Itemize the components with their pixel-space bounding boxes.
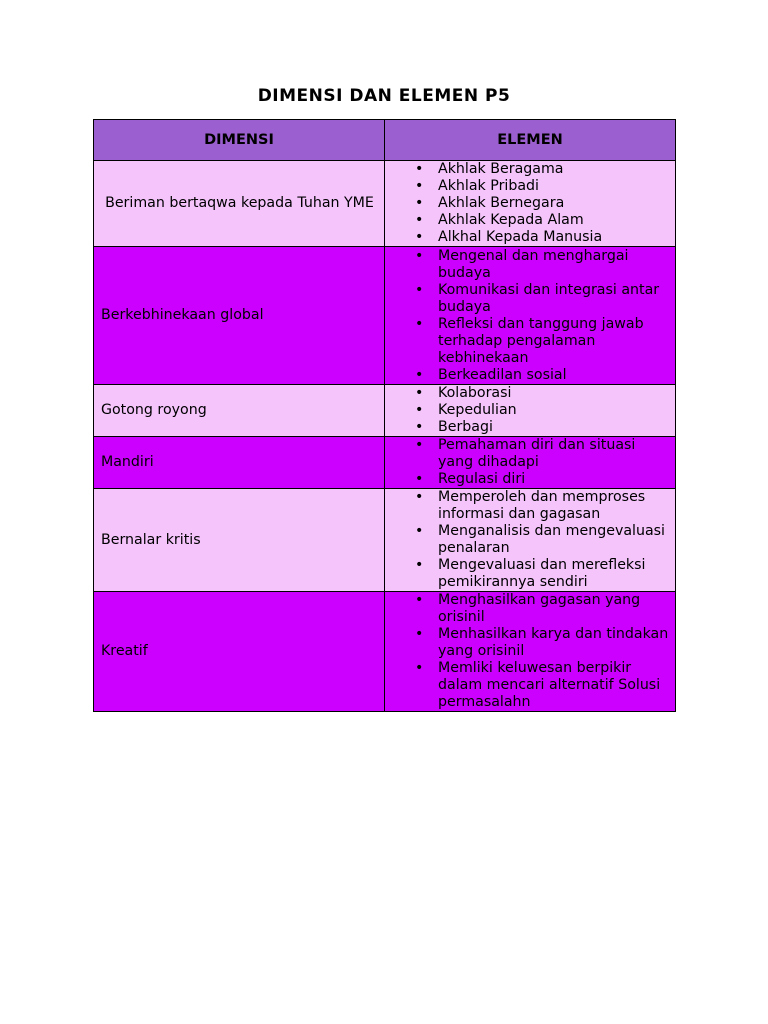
list-item: • Berbagi [385,419,675,436]
table-row [94,437,676,489]
list-item: • Pemahaman diri dan situasi yang dihadapi [385,437,675,471]
table-row [94,592,676,712]
dimensi-cell [94,437,385,489]
list-item: • Mengenal dan menghargai budaya [385,248,675,282]
elemen-list [385,489,675,591]
dimensi-cell [94,489,385,592]
list-item: • Berkeadilan sosial [385,367,675,384]
list-item: • Kolaborasi [385,385,675,402]
list-item: • Menhasilkan karya dan tindakan yang orisinil [385,626,675,660]
list-item: • Komunikasi dan integrasi antar budaya [385,282,675,316]
list-item: • Memperoleh dan memproses informasi dan gagasan [385,489,675,523]
dimensi-label: Kreatif [101,643,148,659]
elemen-list [385,437,675,488]
list-item: • Memliki keluwesan berpikir dalam mencari alternatif Solusi permasalahn [385,660,675,711]
elemen-list [385,592,675,711]
list-item: • Menghasilkan gagasan yang orisinil [385,592,675,626]
list-item: • Menganalisis dan mengevaluasi penalaran [385,523,675,557]
dimensi-label: Gotong royong [101,402,207,418]
header-dimensi: DIMENSI [94,120,385,161]
list-item: • Akhlak Kepada Alam [385,212,675,229]
header-elemen: ELEMEN [385,120,676,161]
elemen-list [385,161,675,246]
table-header-row [94,120,676,161]
list-item: • Akhlak Pribadi [385,178,675,195]
list-item: • Refleksi dan tanggung jawab terhadap pengalaman kebhinekaan [385,316,675,367]
table-row [94,247,676,385]
list-item: • Akhlak Bernegara [385,195,675,212]
list-item: • Akhlak Beragama [385,161,675,178]
list-item: • Alkhal Kepada Manusia [385,229,675,246]
elemen-cell [385,592,676,712]
dimensi-label: Mandiri [101,454,154,470]
elemen-cell [385,385,676,437]
list-item: • Regulasi diri [385,471,675,488]
page-title: DIMENSI DAN ELEMEN P5 [257,86,511,106]
elemen-cell [385,247,676,385]
table-row [94,161,676,247]
elemen-cell [385,489,676,592]
dimensi-label: Bernalar kritis [101,531,201,548]
table-row [94,489,676,592]
list-item: • Kepedulian [385,402,675,419]
dimensi-cell [94,592,385,712]
elemen-cell [385,437,676,489]
table-row [94,385,676,437]
list-item: • Mengevaluasi dan merefleksi pemikirannya sendiri [385,557,675,591]
elemen-list [385,248,675,384]
dimensi-label: Berkebhinekaan global [101,307,264,323]
dimensi-cell [94,161,385,247]
dimensi-cell [94,385,385,437]
dimensi-cell [94,247,385,385]
dimensi-elemen-table [93,119,676,712]
dimensi-label: Beriman bertaqwa kepada Tuhan YME [105,195,374,211]
elemen-cell [385,161,676,247]
elemen-list [385,385,675,436]
